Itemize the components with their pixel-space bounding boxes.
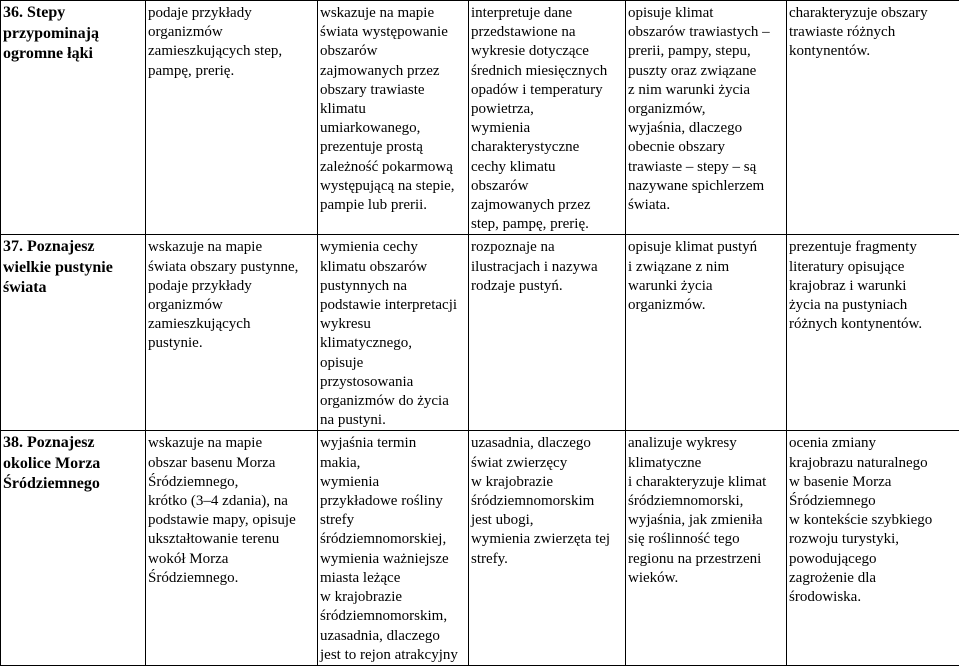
requirement-text-line: pampie lub prerii. — [320, 196, 466, 215]
requirement-text-line: literatury opisujące — [789, 258, 957, 277]
topic-text-line: 38. Poznajesz — [3, 433, 143, 454]
requirement-text-line: wymienia — [471, 119, 623, 138]
requirement-text-line: Śródziemnego — [789, 492, 957, 511]
requirement-text-line: cechy klimatu — [471, 158, 623, 177]
requirement-text-line: wymienia ważniejsze — [320, 550, 466, 569]
requirement-text-line: wyjaśnia termin — [320, 434, 466, 453]
topic-text-line: przypominają — [3, 24, 143, 45]
requirement-text-line: wyjaśnia, dlaczego — [628, 119, 784, 138]
requirement-cell-level-5 — [787, 1, 959, 235]
requirement-text-line: wskazuje na mapie — [148, 238, 315, 257]
topic-text-line: okolice Morza — [3, 454, 143, 475]
requirement-text-line: miasta leżące — [320, 569, 466, 588]
requirement-text-line: jest to rejon atrakcyjny — [320, 646, 466, 665]
requirement-text-line: ilustracjach i nazywa — [471, 258, 623, 277]
requirement-cell-level-1 — [146, 431, 318, 665]
requirement-text-line: regionu na przestrzeni — [628, 550, 784, 569]
requirement-text-line: obszarów — [471, 177, 623, 196]
requirement-text-line: obszary trawiaste — [320, 81, 466, 100]
requirement-text-line: wieków. — [628, 569, 784, 588]
requirement-text-line: śródziemnomorskiej, — [320, 530, 466, 549]
requirement-cell-level-5 — [787, 431, 959, 665]
requirement-text-line: trawiaste – stepy – są — [628, 158, 784, 177]
requirement-text-line: prezentuje fragmenty — [789, 238, 957, 257]
requirement-text-line: pampę, prerię. — [148, 62, 315, 81]
requirement-text-line: wymienia zwierzęta tej — [471, 530, 623, 549]
requirement-text-line: nazywane spichlerzem — [628, 177, 784, 196]
topic-text-line: świata — [3, 278, 143, 299]
requirement-text-line: się roślinność tego — [628, 530, 784, 549]
requirement-text-line: zamieszkujących step, — [148, 42, 315, 61]
requirement-text-line: świata. — [628, 196, 784, 215]
requirement-text-line: wykresie dotyczące — [471, 42, 623, 61]
table-row — [1, 1, 959, 235]
requirement-text-line: klimatu obszarów — [320, 258, 466, 277]
requirement-text-line: ukształtowanie terenu — [148, 530, 315, 549]
requirement-text-line: Śródziemnego, — [148, 473, 315, 492]
lesson-topic-cell — [1, 235, 146, 431]
requirement-text-line: strefy. — [471, 550, 623, 569]
requirement-text-line: średnich miesięcznych — [471, 62, 623, 81]
requirement-text-line: opisuje — [320, 354, 466, 373]
requirement-cell-level-3 — [469, 431, 626, 665]
topic-text-line: 37. Poznajesz — [3, 237, 143, 258]
requirement-text-line: powietrza, — [471, 100, 623, 119]
requirement-text-line: różnych kontynentów. — [789, 315, 957, 334]
requirement-text-line: pustynie. — [148, 334, 315, 353]
requirement-text-line: obecnie obszary — [628, 138, 784, 157]
topic-text-line: 36. Stepy — [3, 3, 143, 24]
requirement-text-line: świata występowanie — [320, 23, 466, 42]
requirement-text-line: organizmów. — [628, 296, 784, 315]
requirement-text-line: rodzaje pustyń. — [471, 277, 623, 296]
requirement-text-line: podstawie interpretacji — [320, 296, 466, 315]
requirement-text-line: opadów i temperatury — [471, 81, 623, 100]
requirement-text-line: w kontekście szybkiego — [789, 511, 957, 530]
requirement-text-line: prezentuje prostą — [320, 138, 466, 157]
topic-text-line: Śródziemnego — [3, 474, 143, 495]
requirement-text-line: step, pampę, prerię. — [471, 215, 623, 234]
requirement-text-line: rozpoznaje na — [471, 238, 623, 257]
requirement-cell-level-4 — [626, 431, 787, 665]
requirement-text-line: wymienia — [320, 473, 466, 492]
requirement-text-line: uzasadnia, dlaczego — [320, 627, 466, 646]
requirement-text-line: klimatu — [320, 100, 466, 119]
requirement-cell-level-4 — [626, 1, 787, 235]
topic-text-line: ogromne łąki — [3, 44, 143, 65]
requirement-text-line: i charakteryzuje klimat — [628, 473, 784, 492]
requirement-text-line: prerii, pampy, stepu, — [628, 42, 784, 61]
lesson-topic-cell — [1, 431, 146, 665]
requirement-text-line: śródziemnomorskim, — [320, 607, 466, 626]
requirement-text-line: organizmów do życia — [320, 392, 466, 411]
requirement-text-line: rozwoju turystyki, — [789, 530, 957, 549]
requirement-text-line: podstawie mapy, opisuje — [148, 511, 315, 530]
requirement-cell-level-1 — [146, 1, 318, 235]
requirement-text-line: kontynentów. — [789, 42, 957, 61]
requirement-text-line: świata obszary pustynne, — [148, 258, 315, 277]
requirement-text-line: trawiaste różnych — [789, 23, 957, 42]
requirement-text-line: obszarów — [320, 42, 466, 61]
requirement-text-line: charakteryzuje obszary — [789, 4, 957, 23]
requirement-text-line: pustynnych na — [320, 277, 466, 296]
requirement-text-line: opisuje klimat — [628, 4, 784, 23]
requirement-text-line: przykładowe rośliny — [320, 492, 466, 511]
requirement-text-line: zagrożenie dla — [789, 569, 957, 588]
requirement-text-line: zamieszkujących — [148, 315, 315, 334]
requirement-text-line: życia na pustyniach — [789, 296, 957, 315]
requirement-text-line: makia, — [320, 454, 466, 473]
requirement-cell-level-2 — [318, 431, 469, 665]
requirement-text-line: krótko (3–4 zdania), na — [148, 492, 315, 511]
topic-text-line: wielkie pustynie — [3, 258, 143, 279]
requirement-text-line: wokół Morza — [148, 550, 315, 569]
requirement-text-line: krajobrazu naturalnego — [789, 454, 957, 473]
requirement-text-line: powodującego — [789, 550, 957, 569]
requirement-text-line: organizmów — [148, 296, 315, 315]
requirement-text-line: obszar basenu Morza — [148, 454, 315, 473]
requirement-text-line: zajmowanych przez — [471, 196, 623, 215]
requirement-text-line: Śródziemnego. — [148, 569, 315, 588]
requirement-text-line: podaje przykłady — [148, 277, 315, 296]
table-row — [1, 431, 959, 665]
requirement-cell-level-5 — [787, 235, 959, 431]
requirement-text-line: z nim warunki życia — [628, 81, 784, 100]
requirement-cell-level-3 — [469, 1, 626, 235]
requirement-text-line: charakterystyczne — [471, 138, 623, 157]
requirement-text-line: organizmów, — [628, 100, 784, 119]
requirement-text-line: analizuje wykresy — [628, 434, 784, 453]
requirement-text-line: krajobraz i warunki — [789, 277, 957, 296]
requirement-text-line: warunki życia — [628, 277, 784, 296]
requirement-text-line: klimatyczne — [628, 454, 784, 473]
requirement-text-line: interpretuje dane — [471, 4, 623, 23]
requirement-text-line: śródziemnomorskim — [471, 492, 623, 511]
requirement-text-line: organizmów — [148, 23, 315, 42]
requirement-text-line: zależność pokarmową — [320, 158, 466, 177]
requirement-text-line: na pustyni. — [320, 411, 466, 430]
requirement-text-line: uzasadnia, dlaczego — [471, 434, 623, 453]
requirement-text-line: wskazuje na mapie — [148, 434, 315, 453]
lesson-topic-cell — [1, 1, 146, 235]
requirement-text-line: w krajobrazie — [320, 588, 466, 607]
requirement-text-line: przedstawione na — [471, 23, 623, 42]
requirement-text-line: wymienia cechy — [320, 238, 466, 257]
requirement-cell-level-4 — [626, 235, 787, 431]
requirement-text-line: ocenia zmiany — [789, 434, 957, 453]
requirement-text-line: śródziemnomorski, — [628, 492, 784, 511]
requirement-text-line: wykresu — [320, 315, 466, 334]
requirement-text-line: umiarkowanego, — [320, 119, 466, 138]
requirement-text-line: strefy — [320, 511, 466, 530]
requirement-text-line: w krajobrazie — [471, 473, 623, 492]
requirement-cell-level-1 — [146, 235, 318, 431]
requirement-text-line: występującą na stepie, — [320, 177, 466, 196]
requirement-text-line: i związane z nim — [628, 258, 784, 277]
table-row — [1, 235, 959, 431]
requirement-text-line: podaje przykłady — [148, 4, 315, 23]
requirement-text-line: klimatycznego, — [320, 334, 466, 353]
requirement-text-line: opisuje klimat pustyń — [628, 238, 784, 257]
requirement-text-line: w basenie Morza — [789, 473, 957, 492]
requirement-text-line: świat zwierzęcy — [471, 454, 623, 473]
requirement-cell-level-3 — [469, 235, 626, 431]
requirement-text-line: obszarów trawiastych – — [628, 23, 784, 42]
requirement-text-line: wyjaśnia, jak zmieniła — [628, 511, 784, 530]
requirement-text-line: jest ubogi, — [471, 511, 623, 530]
requirement-text-line: puszty oraz związane — [628, 62, 784, 81]
requirement-text-line: przystosowania — [320, 373, 466, 392]
table-body — [1, 1, 959, 666]
requirement-cell-level-2 — [318, 1, 469, 235]
requirement-text-line: zajmowanych przez — [320, 62, 466, 81]
requirement-cell-level-2 — [318, 235, 469, 431]
requirement-text-line: środowiska. — [789, 588, 957, 607]
requirement-text-line: wskazuje na mapie — [320, 4, 466, 23]
